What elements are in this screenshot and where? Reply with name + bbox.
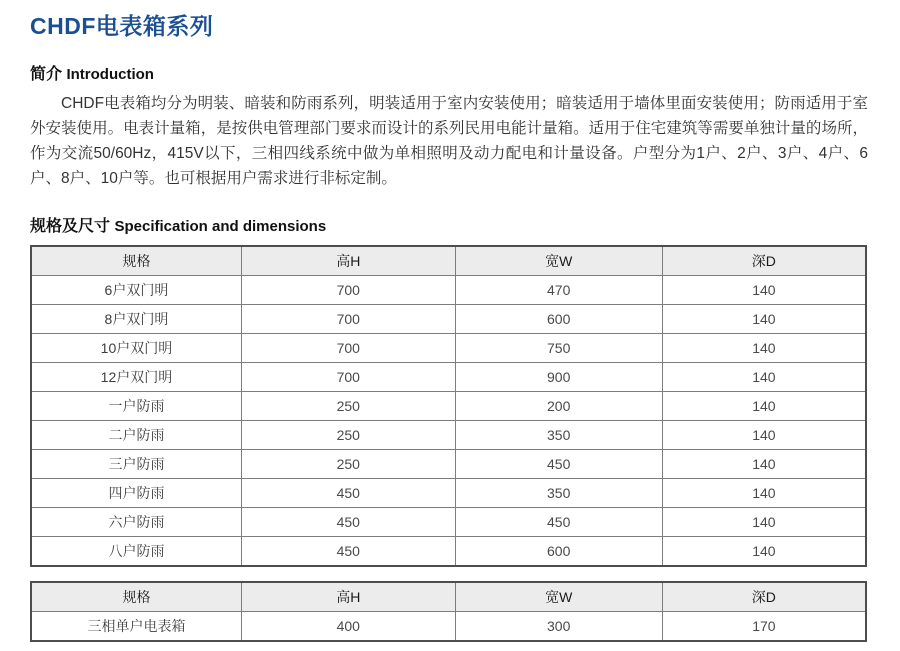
dimension-value-cell: 470: [455, 276, 662, 305]
spec-heading-en: Specification and dimensions: [114, 218, 327, 235]
intro-heading-en: Introduction: [66, 66, 154, 83]
table-row: [31, 392, 866, 421]
dimension-value-cell: 170: [662, 612, 866, 642]
dimension-value-cell: 700: [241, 334, 455, 363]
table-row: [31, 276, 866, 305]
dimension-value-cell: 450: [241, 479, 455, 508]
table-row: [31, 537, 866, 567]
spec-name-cell: 六户防雨: [31, 508, 241, 537]
dimension-value-cell: 250: [241, 450, 455, 479]
page-title: CHDF电表箱系列: [30, 13, 214, 39]
table-header-row: [31, 246, 866, 276]
table-row: [31, 421, 866, 450]
spec-name-cell: 四户防雨: [31, 479, 241, 508]
table-header-row: [31, 582, 866, 612]
dimension-value-cell: 140: [662, 392, 866, 421]
column-header: 高H: [241, 246, 455, 276]
dimension-value-cell: 140: [662, 276, 866, 305]
dimension-value-cell: 750: [455, 334, 662, 363]
table-row: [31, 450, 866, 479]
spec-table-main: [30, 245, 867, 567]
intro-heading-zh: 简介: [30, 66, 63, 83]
table-row: [31, 305, 866, 334]
dimension-value-cell: 400: [241, 612, 455, 642]
dimension-value-cell: 450: [455, 450, 662, 479]
dimension-value-cell: 140: [662, 479, 866, 508]
dimension-value-cell: 250: [241, 421, 455, 450]
dimension-value-cell: 450: [241, 537, 455, 567]
spec-name-cell: 三相单户电表箱: [31, 612, 241, 642]
dimension-value-cell: 450: [241, 508, 455, 537]
dimension-value-cell: 600: [455, 305, 662, 334]
dimension-value-cell: 900: [455, 363, 662, 392]
dimension-value-cell: 600: [455, 537, 662, 567]
dimension-value-cell: 140: [662, 305, 866, 334]
dimension-value-cell: 350: [455, 479, 662, 508]
dimension-value-cell: 700: [241, 305, 455, 334]
spec-name-cell: 一户防雨: [31, 392, 241, 421]
table-row: [31, 612, 866, 642]
spec-name-cell: 10户双门明: [31, 334, 241, 363]
dimension-value-cell: 140: [662, 363, 866, 392]
spec-name-cell: 二户防雨: [31, 421, 241, 450]
column-header: 宽W: [455, 582, 662, 612]
dimension-value-cell: 140: [662, 508, 866, 537]
intro-paragraph: CHDF电表箱均分为明装、暗装和防雨系列，明装适用于室内安装使用；暗装适用于墙体里面安装使用；防雨适用于室外安装使用。电表计量箱，是按供电管理部门要求而设计的系列民用电能计量箱。适用于住宅建筑等需要单独计量的场所，作为交流50/60Hz，415V以下，三相四线系统中做为单相照明及动力配电和计量设备。户型分为1户、2户、3户、4户、6户、8户、10户等。也可根据用户需求进行非标定制。: [30, 95, 868, 187]
spec-name-cell: 8户双门明: [31, 305, 241, 334]
document-page: [30, 0, 868, 642]
table-row: [31, 508, 866, 537]
dimension-value-cell: 250: [241, 392, 455, 421]
spec-section-heading: [30, 213, 868, 236]
spec-heading-zh: 规格及尺寸: [30, 218, 111, 235]
dimension-value-cell: 140: [662, 537, 866, 567]
dimension-value-cell: 200: [455, 392, 662, 421]
dimension-value-cell: 140: [662, 450, 866, 479]
column-header: 深D: [662, 582, 866, 612]
column-header: 高H: [241, 582, 455, 612]
column-header: 宽W: [455, 246, 662, 276]
dimension-value-cell: 140: [662, 334, 866, 363]
spec-name-cell: 八户防雨: [31, 537, 241, 567]
dimension-value-cell: 450: [455, 508, 662, 537]
dimension-value-cell: 700: [241, 276, 455, 305]
intro-section-heading: [30, 61, 868, 84]
table-row: [31, 334, 866, 363]
spec-table-three-phase: [30, 581, 867, 642]
dimension-value-cell: 700: [241, 363, 455, 392]
spec-name-cell: 6户双门明: [31, 276, 241, 305]
table-row: [31, 479, 866, 508]
spec-name-cell: 12户双门明: [31, 363, 241, 392]
dimension-value-cell: 140: [662, 421, 866, 450]
column-header: 规格: [31, 582, 241, 612]
column-header: 规格: [31, 246, 241, 276]
column-header: 深D: [662, 246, 866, 276]
dimension-value-cell: 300: [455, 612, 662, 642]
table-row: [31, 363, 866, 392]
dimension-value-cell: 350: [455, 421, 662, 450]
spec-name-cell: 三户防雨: [31, 450, 241, 479]
